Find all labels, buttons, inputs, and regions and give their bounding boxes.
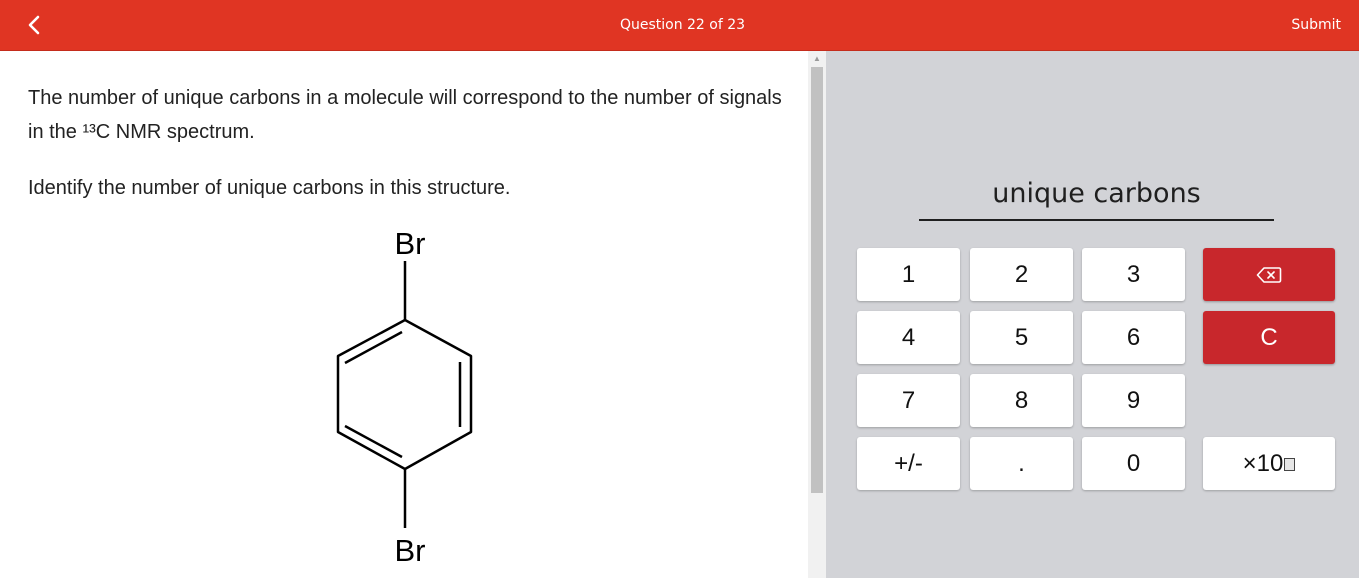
question-panel — [0, 51, 808, 578]
times-ten-label: ×10 — [1242, 449, 1284, 477]
header-bar — [0, 0, 1359, 51]
key-2[interactable]: 2 — [970, 248, 1073, 301]
key-1[interactable]: 1 — [857, 248, 960, 301]
molecule-structure — [300, 221, 520, 581]
backspace-button[interactable] — [1203, 248, 1335, 301]
times-ten-power-button[interactable] — [1203, 437, 1335, 490]
key-plus-minus[interactable]: +/- — [857, 437, 960, 490]
submit-button[interactable]: Submit — [1291, 17, 1341, 33]
top-bromine-label: Br — [394, 226, 426, 261]
key-9[interactable]: 9 — [1082, 374, 1185, 427]
key-5[interactable]: 5 — [970, 311, 1073, 364]
scrollbar-thumb[interactable] — [811, 67, 823, 493]
key-0[interactable]: 0 — [1082, 437, 1185, 490]
key-3[interactable]: 3 — [1082, 248, 1185, 301]
key-8[interactable]: 8 — [970, 374, 1073, 427]
question-counter: Question 22 of 23 — [619, 17, 746, 33]
answer-unit-label: unique carbons — [992, 178, 1201, 209]
key-4[interactable]: 4 — [857, 311, 960, 364]
question-intro-text: The number of unique carbons in a molecule will correspond to the number of signals in the ¹³C NMR spectrum. — [28, 87, 782, 143]
bottom-bromine-label: Br — [394, 533, 426, 568]
scrollbar[interactable] — [808, 51, 826, 578]
backspace-icon — [1256, 266, 1282, 284]
scroll-up-arrow-icon[interactable]: ▲ — [813, 54, 821, 63]
key-decimal[interactable]: . — [970, 437, 1073, 490]
clear-button[interactable]: C — [1203, 311, 1335, 364]
answer-input-line[interactable] — [919, 219, 1274, 221]
exponent-box-icon — [1284, 458, 1295, 471]
key-7[interactable]: 7 — [857, 374, 960, 427]
key-6[interactable]: 6 — [1082, 311, 1185, 364]
benzene-ring — [338, 320, 471, 469]
question-task-text: Identify the number of unique carbons in this structure. — [28, 177, 511, 199]
answer-panel — [826, 51, 1359, 578]
